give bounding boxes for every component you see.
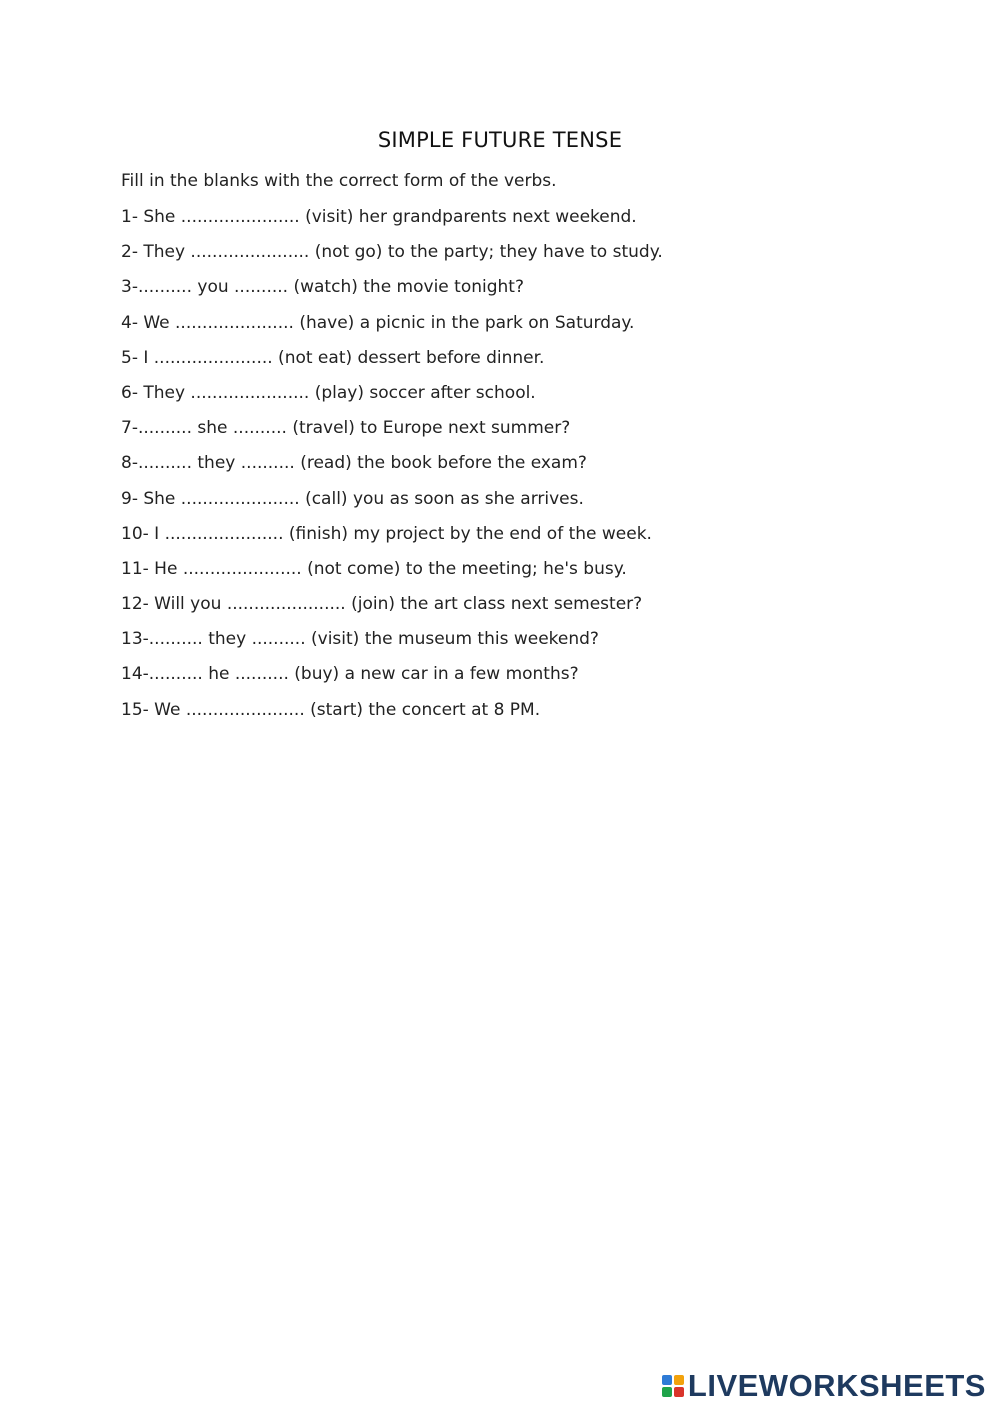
- exercise-item: 11- He ...................... (not come) to the meeting; he's busy.: [121, 558, 627, 579]
- logo-square: [662, 1387, 672, 1397]
- exercise-item: 5- I ...................... (not eat) dessert before dinner.: [121, 347, 545, 368]
- exercise-item: 12- Will you ...................... (join) the art class next semester?: [121, 594, 643, 615]
- logo-square: [662, 1375, 672, 1385]
- exercise-item: 8-.......... they .......... (read) the book before the exam?: [121, 453, 587, 474]
- exercise-list: [121, 205, 663, 733]
- exercise-item: 10- I ...................... (finish) my project by the end of the week.: [121, 523, 652, 544]
- brand-name: LIVEWORKSHEETS: [687, 1368, 986, 1403]
- brand-watermark: [662, 1368, 986, 1404]
- instructions: Fill in the blanks with the correct form of the verbs.: [121, 171, 557, 191]
- exercise-item: 1- She ...................... (visit) her grandparents next weekend.: [121, 207, 637, 227]
- exercise-item: 7-.......... she .......... (travel) to Europe next summer?: [121, 418, 571, 439]
- liveworksheets-logo-icon: [662, 1375, 684, 1397]
- logo-square: [674, 1387, 684, 1397]
- logo-square: [674, 1375, 684, 1385]
- exercise-item: 14-.......... he .......... (buy) a new car in a few months?: [121, 664, 579, 685]
- exercise-item: 9- She ...................... (call) you as soon as she arrives.: [121, 488, 584, 509]
- exercise-item: 2- They ...................... (not go) to the party; they have to study.: [121, 242, 663, 263]
- exercise-item: 13-.......... they .......... (visit) the museum this weekend?: [121, 629, 599, 650]
- exercise-item: 6- They ...................... (play) soccer after school.: [121, 382, 536, 403]
- exercise-item: 15- We ...................... (start) the concert at 8 PM.: [121, 699, 541, 720]
- exercise-item: 3-.......... you .......... (watch) the movie tonight?: [121, 277, 524, 298]
- page-title: SIMPLE FUTURE TENSE: [377, 128, 623, 152]
- exercise-item: 4- We ...................... (have) a picnic in the park on Saturday.: [121, 312, 635, 333]
